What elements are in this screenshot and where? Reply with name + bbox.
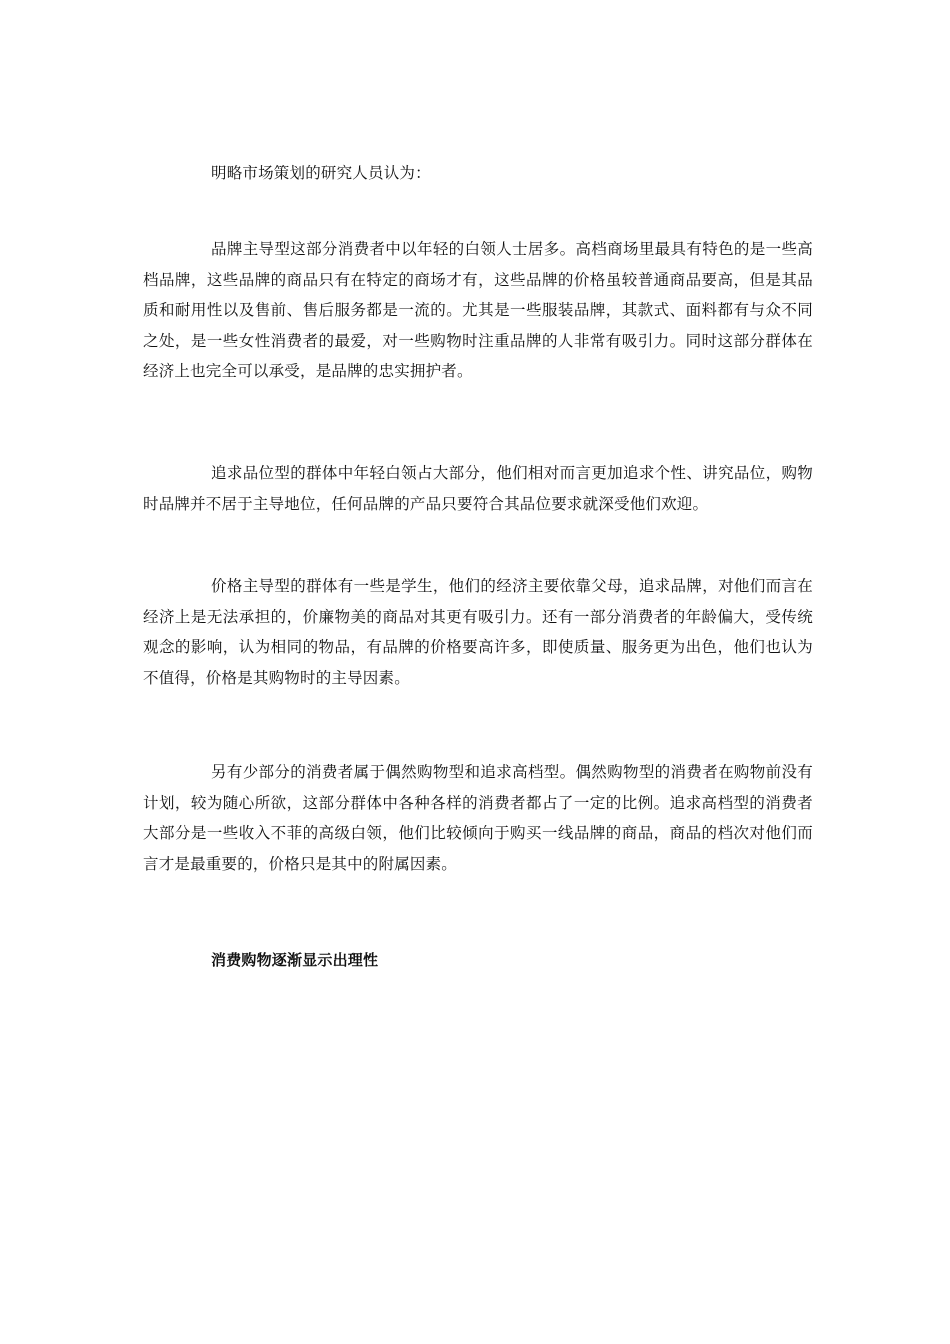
paragraph-price-oriented: 价格主导型的群体有一些是学生，他们的经济主要依靠父母，追求品牌，对他们而言在经济上是无法承担的，价廉物美的商品对其更有吸引力。还有一部分消费者的年龄偏大，受传统观念的影响，认为相同的物品，有品牌的价格要高许多，即使质量、服务更为出色，他们也认为不值得，价格是其购物时的主导因素。 (143, 577, 813, 687)
intro-line: 明略市场策划的研究人员认为： (211, 164, 431, 182)
paragraph-taste-oriented: 追求品位型的群体中年轻白领占大部分，他们相对而言更加追求个性、讲究品位，购物时品牌并不居于主导地位，任何品牌的产品只要符合其品位要求就深受他们欢迎。 (143, 464, 813, 513)
section-heading: 消费购物逐渐显示出理性 (211, 951, 379, 969)
paragraph-occasional-and-premium: 另有少部分的消费者属于偶然购物型和追求高档型。偶然购物型的消费者在购物前没有计划，较为随心所欲，这部分群体中各种各样的消费者都占了一定的比例。追求高档型的消费者大部分是一些收入不菲的高级白领，他们比较倾向于购买一线品牌的商品，商品的档次对他们而言才是最重要的，价格只是其中的附属因素。 (143, 763, 813, 873)
paragraph-brand-oriented: 品牌主导型这部分消费者中以年轻的白领人士居多。高档商场里最具有特色的是一些高档品牌，这些品牌的商品只有在特定的商场才有，这些品牌的价格虽较普通商品要高，但是其品质和耐用性以及售前、售后服务都是一流的。尤其是一些服装品牌，其款式、面料都有与众不同之处，是一些女性消费者的最爱，对一些购物时注重品牌的人非常有吸引力。同时这部分群体在经济上也完全可以承受，是品牌的忠实拥护者。 (143, 240, 813, 380)
